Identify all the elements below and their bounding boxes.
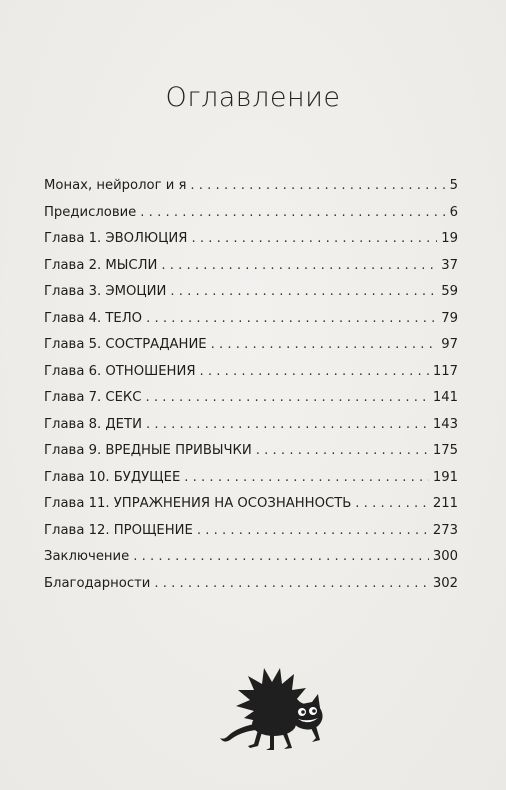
- toc-entry-page: 6: [449, 204, 458, 220]
- toc-entry: [44, 523, 458, 550]
- dot-leader: [140, 205, 445, 220]
- toc-entry: [44, 205, 458, 232]
- toc-entry-label: Глава 8. ДЕТИ: [44, 416, 142, 432]
- toc-entry-label: Глава 12. ПРОЩЕНИЕ: [44, 522, 193, 538]
- toc-entry: [44, 390, 458, 417]
- toc-entry-page: 273: [432, 522, 458, 538]
- dot-leader: [146, 417, 429, 432]
- toc-entry-page: 97: [441, 337, 458, 352]
- toc-entry: [44, 364, 458, 391]
- toc-entry-label: Глава 5. СОСТРАДАНИЕ: [44, 337, 207, 352]
- toc-entry-label: Благодарности: [44, 575, 151, 591]
- dot-leader: [146, 311, 437, 326]
- toc-entry-label: Глава 10. БУДУЩЕЕ: [44, 469, 181, 485]
- dot-leader: [145, 390, 428, 405]
- toc-entry: [44, 496, 458, 523]
- toc-entry-page: 191: [432, 469, 458, 485]
- toc-entry: [44, 337, 458, 364]
- toc-entry: [44, 549, 458, 576]
- dot-leader: [199, 364, 428, 379]
- toc-entry-label: Глава 2. МЫСЛИ: [44, 257, 158, 273]
- dot-leader: [133, 549, 429, 564]
- toc-entry: [44, 470, 458, 497]
- toc-entry-label: Глава 6. ОТНОШЕНИЯ: [44, 363, 196, 379]
- toc-entry-label: Глава 4. ТЕЛО: [44, 310, 143, 326]
- toc-entry-label: Глава 11. УПРАЖНЕНИЯ НА ОСОЗНАННОСТЬ: [44, 496, 352, 511]
- spiky-cat-creature-icon: [214, 664, 334, 754]
- dot-leader: [184, 470, 429, 485]
- dot-leader: [211, 337, 438, 352]
- dot-leader: [355, 496, 429, 511]
- toc-entry-label: Заключение: [44, 549, 130, 564]
- toc-entry-page: 300: [432, 549, 458, 564]
- dot-leader: [190, 178, 445, 193]
- toc-entry: [44, 284, 458, 311]
- toc-entry: [44, 443, 458, 470]
- toc-entry-page: 211: [432, 496, 458, 511]
- toc-entry-label: Предисловие: [44, 204, 137, 220]
- dot-leader: [256, 443, 429, 458]
- dot-leader: [161, 258, 437, 273]
- toc-entry-page: 37: [441, 257, 458, 273]
- toc-entry: [44, 576, 458, 603]
- dot-leader: [154, 576, 429, 591]
- toc-entry: [44, 258, 458, 285]
- dot-leader: [197, 523, 429, 538]
- toc-entry-page: 117: [432, 363, 458, 379]
- toc-entry: [44, 231, 458, 258]
- toc-entry-page: 79: [441, 310, 458, 326]
- toc-entry: [44, 311, 458, 338]
- toc-entry-label: Монах, нейролог и я: [44, 178, 187, 193]
- toc-entry-page: 143: [432, 416, 458, 432]
- dot-leader: [191, 231, 437, 246]
- toc-entry-page: 19: [441, 231, 458, 246]
- toc-entry-label: Глава 9. ВРЕДНЫЕ ПРИВЫЧКИ: [44, 443, 252, 458]
- toc-entry: [44, 417, 458, 444]
- dot-leader: [170, 284, 437, 299]
- toc-entry-label: Глава 1. ЭВОЛЮЦИЯ: [44, 231, 188, 246]
- toc-entry-page: 5: [449, 178, 458, 193]
- table-of-contents: [44, 178, 458, 602]
- page-title: Оглавление: [165, 82, 341, 113]
- toc-entry-page: 302: [432, 575, 458, 591]
- toc-entry-label: Глава 7. СЕКС: [44, 390, 142, 405]
- toc-entry-page: 141: [432, 390, 458, 405]
- toc-entry-page: 175: [432, 443, 458, 458]
- toc-entry: [44, 178, 458, 205]
- toc-entry-label: Глава 3. ЭМОЦИИ: [44, 284, 167, 299]
- toc-entry-page: 59: [441, 284, 458, 299]
